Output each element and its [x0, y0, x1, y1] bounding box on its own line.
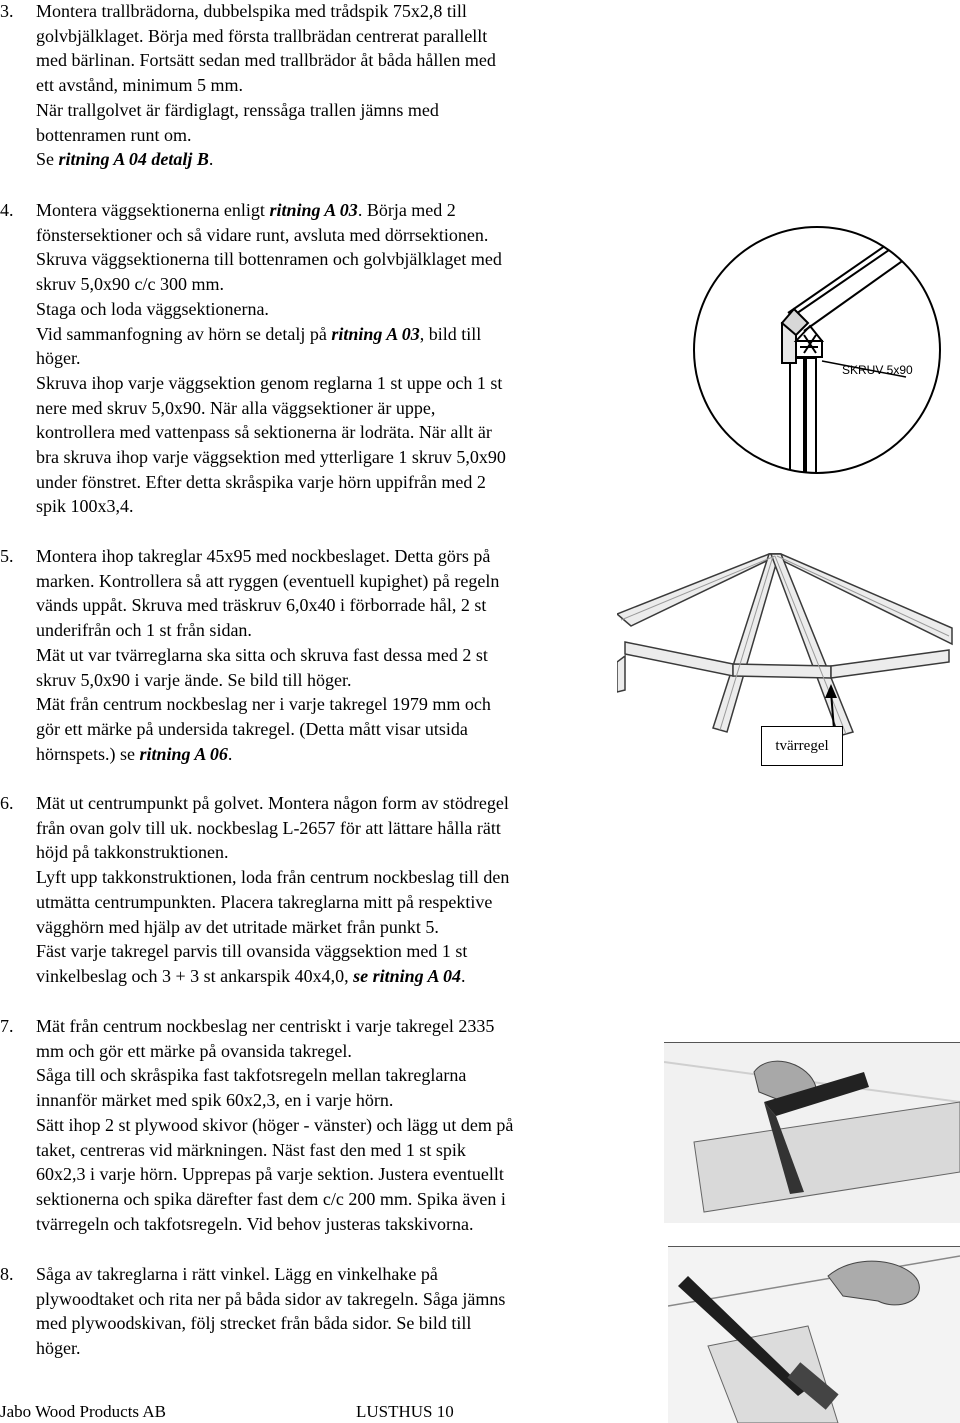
crossbar-callout [761, 726, 843, 766]
sawing-photo [668, 1246, 960, 1423]
text-line [36, 791, 509, 816]
text-line [36, 742, 499, 767]
text-line [36, 1336, 505, 1361]
text-line [36, 1162, 513, 1187]
text-line [36, 346, 506, 371]
text-run: skruv 5,0x90 i varje ände. Se bild till höger. [36, 669, 352, 690]
drawing-reference: se ritning A 04 [353, 965, 461, 986]
text-run: innanför märket med spik 60x2,3, en i varje hörn. [36, 1090, 394, 1111]
text-line [36, 593, 499, 618]
text-line [36, 1039, 513, 1064]
text-run: vägghörn med hjälp av det utritade märket från punkt 5. [36, 916, 439, 937]
text-line [36, 1187, 513, 1212]
text-run: Skruva väggsektionerna till bottenramen och golvbjälklaget med [36, 249, 502, 270]
text-line [36, 24, 496, 49]
step-number: 4. [0, 200, 14, 220]
drawing-reference: ritning A 04 detalj B [58, 149, 209, 170]
text-line [36, 1113, 513, 1138]
text-line [36, 494, 506, 519]
text-line [36, 964, 509, 989]
text-run: skruv 5,0x90 c/c 300 mm. [36, 274, 224, 295]
drawing-reference: ritning A 03 [269, 200, 358, 220]
text-run: Mät ut var tvärreglarna ska sitta och skruva fast dessa med 2 st [36, 644, 488, 665]
crossbar-callout-text: tvärregel [775, 737, 829, 754]
drawing-reference: ritning A 03 [331, 323, 420, 344]
text-run: Vid sammanfogning av hörn se detalj på [36, 323, 332, 344]
text-line [36, 371, 506, 396]
text-run: kontrollera med vattenpass så sektionerna är lodräta. När allt är [36, 422, 492, 443]
text-line [36, 1063, 513, 1088]
text-line [36, 1014, 513, 1039]
text-line [36, 692, 499, 717]
drawing-reference: ritning A 06 [139, 743, 228, 764]
step-number: 3. [0, 1, 14, 21]
step-text [36, 1262, 505, 1361]
text-run: När trallgolvet är färdiglagt, renssåga trallen jämns med [36, 99, 439, 120]
text-run: . [460, 965, 466, 986]
text-line [36, 816, 509, 841]
text-line [36, 1088, 513, 1113]
step-number: 5. [0, 546, 14, 566]
text-run: sektionerna och spika därefter fast dem c/c 200 mm. Spika även i [36, 1188, 506, 1209]
text-run: ett avstånd, minimum 5 mm. [36, 75, 243, 96]
text-line [36, 643, 499, 668]
text-run: höjd på takkonstruktionen. [36, 842, 229, 863]
step-text [36, 0, 496, 172]
step-text [36, 791, 509, 989]
text-line [36, 618, 499, 643]
text-line [36, 322, 506, 347]
text-run: taket, centreras vid märkningen. Näst fast den med 1 st spik [36, 1139, 466, 1160]
footer-company: Jabo Wood Products AB [0, 1402, 166, 1421]
step-number: 6. [0, 793, 14, 813]
text-run: marken. Kontrollera så att ryggen (eventuell kupighet) på regeln [36, 570, 500, 591]
step-number: 7. [0, 1016, 14, 1036]
text-run: med plywoodskivan, följ strecket från båda sidor. Se bild till [36, 1313, 472, 1334]
text-line [36, 569, 499, 594]
text-run: . [227, 743, 233, 764]
text-run: Montera väggsektionerna enligt [36, 200, 270, 220]
text-line [36, 668, 499, 693]
text-run: gör ett märke på undersida takregel. (Detta mått visar utsida [36, 718, 468, 739]
text-line [36, 98, 496, 123]
step-text [36, 198, 506, 519]
text-line [36, 840, 509, 865]
text-line [36, 939, 509, 964]
text-line [36, 865, 509, 890]
text-run: spik 100x3,4. [36, 496, 134, 517]
text-run: 60x2,3 i varje hörn. Upprepas på varje sektion. Justera eventuellt [36, 1164, 504, 1185]
text-line [36, 272, 506, 297]
text-run: Sätt ihop 2 st plywood skivor (höger - vänster) och lägg ut dem på [36, 1114, 514, 1135]
text-run: , bild till [419, 323, 482, 344]
text-line [36, 1262, 505, 1287]
text-line [36, 717, 499, 742]
text-run: under fönstret. Efter detta skråspika varje hörn uppifrån med 2 [36, 471, 486, 492]
text-run: underifrån och 1 st från sidan. [36, 620, 252, 641]
text-line [36, 48, 496, 73]
text-line [36, 915, 509, 940]
text-run: vänds uppåt. Skruva med träskruv 6,0x40 i förborrade hål, 2 st [36, 595, 487, 616]
text-run: vinkelbeslag och 3 + 3 st ankarspik 40x4,0, [36, 965, 354, 986]
text-run: Montera trallbrädorna, dubbelspika med trådspik 75x2,8 till [36, 1, 467, 21]
corner-detail-figure [686, 223, 948, 477]
text-run: . [208, 149, 214, 170]
text-run: Montera ihop takreglar 45x95 med nockbeslaget. Detta görs på [36, 546, 491, 566]
text-run: nere med skruv 5,0x90. När alla väggsektioner är uppe, [36, 397, 436, 418]
text-run: med bärlinan. Fortsätt sedan med trallbrädor åt båda hållen med [36, 50, 496, 71]
text-line [36, 198, 506, 223]
text-line [36, 123, 496, 148]
text-line [36, 544, 499, 569]
text-run: Mät från centrum nockbeslag ner i varje takregel 1979 mm och [36, 694, 491, 715]
square-marking-photo [664, 1042, 960, 1223]
text-line [36, 1138, 513, 1163]
text-line [36, 247, 506, 272]
text-line [36, 0, 496, 24]
text-line [36, 470, 506, 495]
text-run: golvbjälklaget. Börja med första trallbrädan centrerat parallellt [36, 25, 488, 46]
text-run: tvärregeln och takfotsregeln. Vid behov justeras takskivorna. [36, 1213, 474, 1234]
text-line [36, 420, 506, 445]
step-text [36, 544, 499, 766]
text-run: utmätta centrumpunkten. Placera takreglarna mitt på respektive [36, 891, 493, 912]
text-line [36, 1287, 505, 1312]
text-run: Såga till och skråspika fast takfotsregeln mellan takreglarna [36, 1065, 467, 1086]
text-run: Mät från centrum nockbeslag ner centriskt i varje takregel 2335 [36, 1016, 495, 1036]
text-line [36, 147, 496, 172]
text-run: från ovan golv till uk. nockbeslag L-2657 för att lättare hålla rätt [36, 817, 501, 838]
text-line [36, 1212, 513, 1237]
text-line [36, 223, 506, 248]
text-run: fönstersektioner och så vidare runt, avsluta med dörrsektionen. [36, 224, 489, 245]
step-number: 8. [0, 1264, 14, 1284]
text-run: Staga och loda väggsektionerna. [36, 298, 269, 319]
screw-label: SKRUV 5x90 [842, 363, 913, 377]
text-run: höger. [36, 348, 81, 369]
text-line [36, 890, 509, 915]
text-line [36, 297, 506, 322]
text-run: höger. [36, 1338, 81, 1359]
text-line [36, 396, 506, 421]
text-run: hörnspets.) se [36, 743, 140, 764]
text-run: bottenramen runt om. [36, 124, 192, 145]
text-line [36, 1311, 505, 1336]
text-line [36, 73, 496, 98]
text-run: Se [36, 149, 59, 170]
step-text [36, 1014, 513, 1236]
text-run: Lyft upp takkonstruktionen, loda från centrum nockbeslag till den [36, 867, 510, 888]
text-run: mm och gör ett märke på ovansida takregel. [36, 1040, 352, 1061]
footer-product: LUSTHUS 10 [356, 1402, 454, 1421]
text-run: plywoodtaket och rita ner på båda sidor av takregeln. Såga jämns [36, 1288, 506, 1309]
text-run: Såga av takreglarna i rätt vinkel. Lägg en vinkelhake på [36, 1264, 438, 1284]
text-run: Mät ut centrumpunkt på golvet. Montera någon form av stödregel [36, 793, 509, 813]
text-run: bra skruva ihop varje väggsektion med ytterligare 1 skruv 5,0x90 [36, 447, 506, 468]
text-run: . Börja med 2 [357, 200, 456, 220]
text-run: Fäst varje takregel parvis till ovansida väggsektion med 1 st [36, 941, 468, 962]
text-line [36, 445, 506, 470]
text-run: Skruva ihop varje väggsektion genom reglarna 1 st uppe och 1 st [36, 372, 503, 393]
